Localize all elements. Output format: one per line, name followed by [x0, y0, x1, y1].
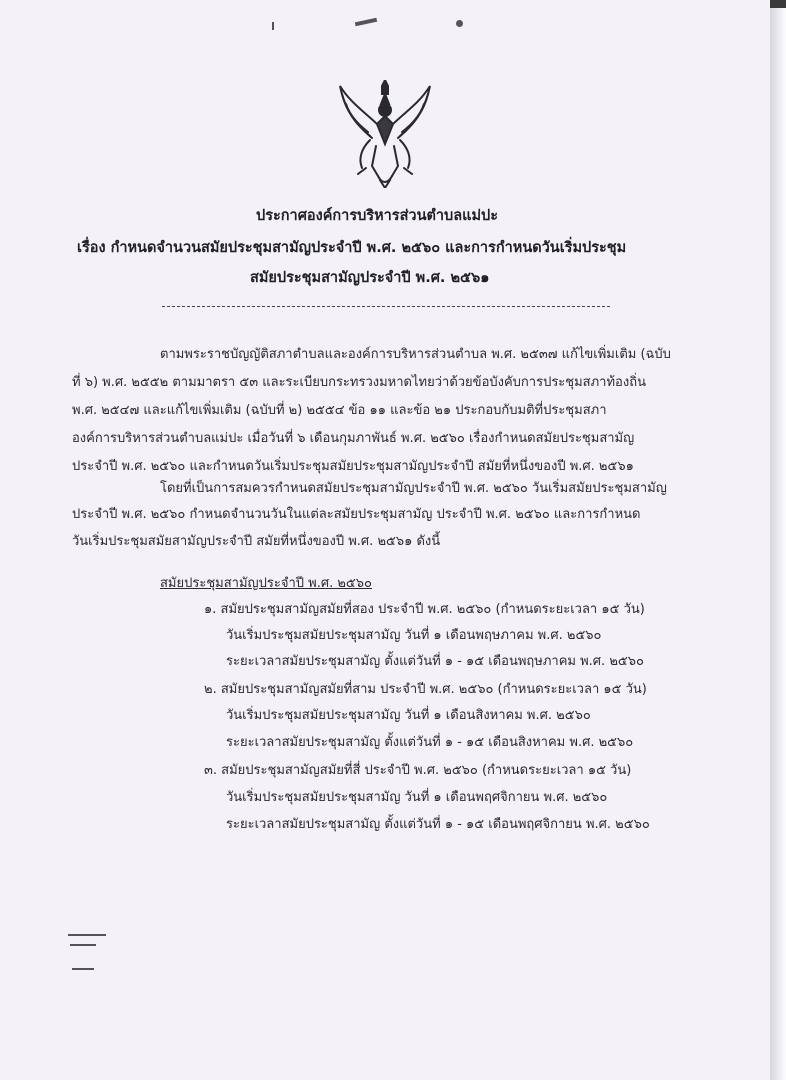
paragraph1-line: ตามพระราชบัญญัติสภาตำบลและองค์การบริหารส่วนตำบล พ.ศ. ๒๕๓๗ แก้ไขเพิ่มเติม (ฉบับ	[160, 347, 671, 362]
session-item-period: ระยะเวลาสมัยประชุมสามัญ ตั้งแต่วันที่ ๑ - ๑๕ เดือนพฤศจิกายน พ.ศ. ๒๕๖๐	[226, 817, 650, 832]
session-item-start: วันเริ่มประชุมสมัยประชุมสามัญ วันที่ ๑ เดือนสิงหาคม พ.ศ. ๒๕๖๐	[226, 708, 591, 723]
paragraph2-line: วันเริ่มประชุมสมัยสามัญประจำปี สมัยที่หนึ่งของปี พ.ศ. ๒๕๖๑ ดังนี้	[72, 534, 441, 549]
paragraph2-line: โดยที่เป็นการสมควรกำหนดสมัยประชุมสามัญประจำปี พ.ศ. ๒๕๖๐ วันเริ่มสมัยประชุมสามัญ	[160, 481, 667, 496]
heading-divider	[162, 306, 610, 307]
session-item-period: ระยะเวลาสมัยประชุมสามัญ ตั้งแต่วันที่ ๑ - ๑๕ เดือนสิงหาคม พ.ศ. ๒๕๖๐	[226, 735, 634, 750]
paragraph1-line: พ.ศ. ๒๕๔๗ และแก้ไขเพิ่มเติม (ฉบับที่ ๒) ๒๕๕๔ ข้อ ๑๑ และข้อ ๒๑ ประกอบกับมติที่ประชุมสภา	[72, 403, 607, 418]
session-item-start: วันเริ่มประชุมสมัยประชุมสามัญ วันที่ ๑ เดือนพฤศจิกายน พ.ศ. ๒๕๖๐	[226, 790, 608, 805]
page-edge	[770, 0, 786, 1080]
paragraph2-line: ประจำปี พ.ศ. ๒๕๖๐ กำหนดจำนวนวันในแต่ละสมัยประชุมสามัญ ประจำปี พ.ศ. ๒๕๖๐ และการกำหนด	[72, 507, 641, 522]
session-item-title: ๓. สมัยประชุมสามัญสมัยที่สี่ ประจำปี พ.ศ. ๒๕๖๐ (กำหนดระยะเวลา ๑๕ วัน)	[204, 763, 632, 778]
session-item-start: วันเริ่มประชุมสมัยประชุมสามัญ วันที่ ๑ เดือนพฤษภาคม พ.ศ. ๒๕๖๐	[226, 628, 602, 643]
announcement-subject: เรื่อง กำหนดจำนวนสมัยประชุมสามัญประจำปี พ.ศ. ๒๕๖๐ และการกำหนดวันเริ่มประชุม	[77, 240, 627, 256]
paragraph1-line: ประจำปี พ.ศ. ๒๕๖๐ และกำหนดวันเริ่มประชุมสมัยประชุมสามัญประจำปี สมัยที่หนึ่งของปี พ.ศ. ๒๕๖๑	[72, 459, 634, 474]
session-item-title: ๒. สมัยประชุมสามัญสมัยที่สาม ประจำปี พ.ศ. ๒๕๖๐ (กำหนดระยะเวลา ๑๕ วัน)	[204, 682, 647, 697]
announcement-organization: ประกาศองค์การบริหารส่วนตำบลแม่ปะ	[256, 208, 499, 224]
garuda-emblem-icon	[332, 80, 438, 188]
paragraph1-line: ที่ ๖) พ.ศ. ๒๕๕๒ ตามมาตรา ๕๓ และระเบียบกระทรวงมหาดไทยว่าด้วยข้อบังคับการประชุมสภาท้องถิ่น	[72, 375, 646, 390]
announcement-subject-line2: สมัยประชุมสามัญประจำปี พ.ศ. ๒๕๖๑	[250, 270, 490, 286]
paragraph1-line: องค์การบริหารส่วนตำบลแม่ปะ เมื่อวันที่ ๖ เดือนกุมภาพันธ์ พ.ศ. ๒๕๖๐ เรื่องกำหนดสมัยประชุมสามัญ	[72, 431, 635, 446]
scan-marks	[260, 14, 480, 34]
section-title: สมัยประชุมสามัญประจำปี พ.ศ. ๒๕๖๐	[160, 576, 372, 591]
session-item-title: ๑. สมัยประชุมสามัญสมัยที่สอง ประจำปี พ.ศ. ๒๕๖๐ (กำหนดระยะเวลา ๑๕ วัน)	[204, 602, 645, 617]
session-item-period: ระยะเวลาสมัยประชุมสามัญ ตั้งแต่วันที่ ๑ - ๑๕ เดือนพฤษภาคม พ.ศ. ๒๕๖๐	[226, 654, 644, 669]
